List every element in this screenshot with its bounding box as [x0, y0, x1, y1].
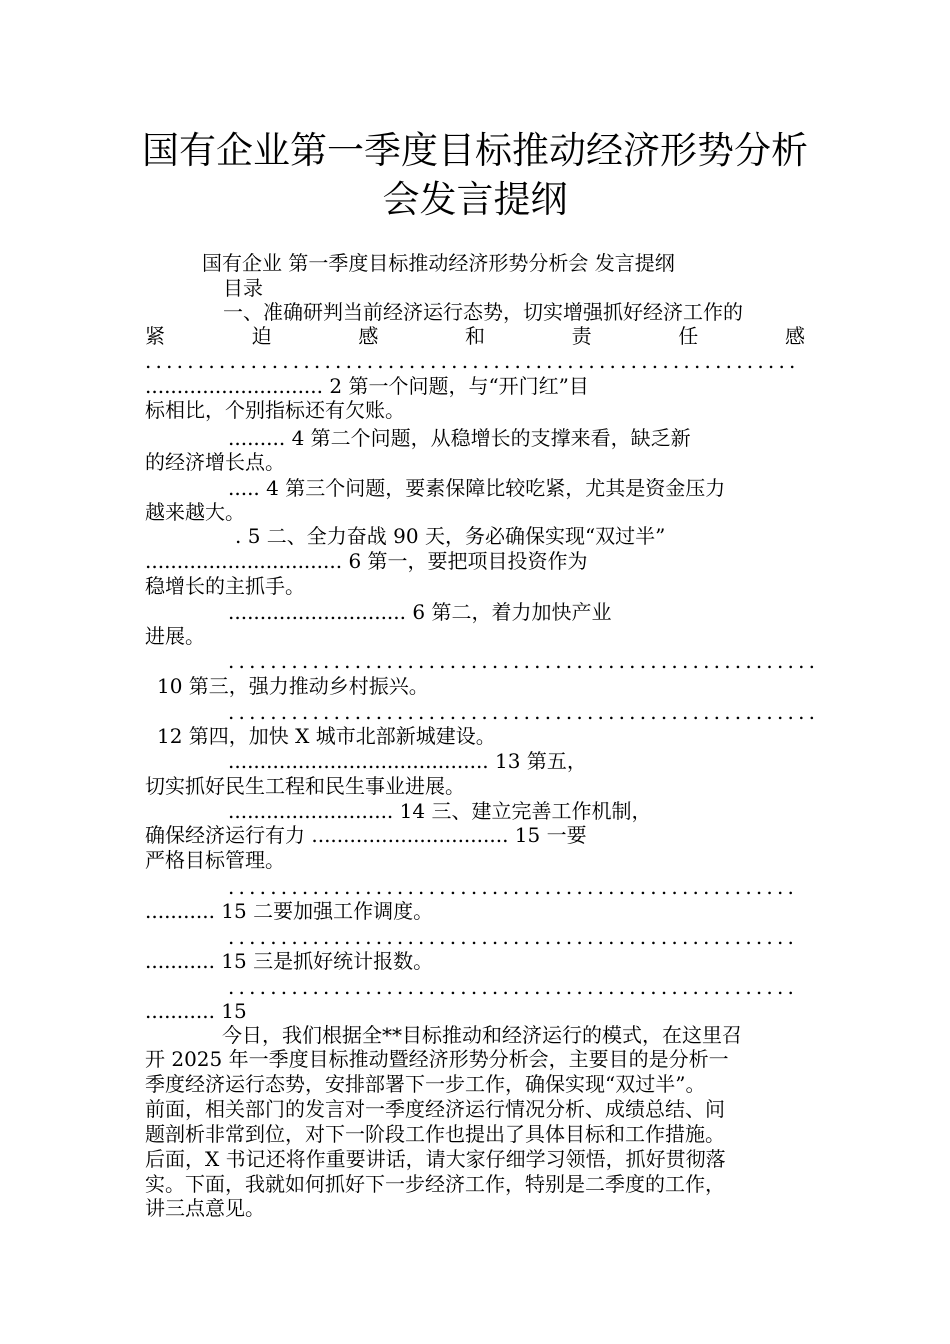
- toc-char: 感: [358, 324, 379, 348]
- toc-line: ......................................................: [228, 925, 799, 949]
- toc-line: ........... 15 三是抓好统计报数。: [145, 949, 434, 973]
- toc-line: 严格目标管理。: [145, 848, 285, 872]
- body-line: 开 2025 年一季度目标推动暨经济形势分析会，主要目的是分析一: [145, 1047, 729, 1071]
- toc-line: 越来越大。: [145, 500, 245, 524]
- toc-char: 责: [571, 324, 592, 348]
- toc-line: .......................... 14 三、建立完善工作机制，: [228, 799, 652, 823]
- document-title-line-1: 国有企业第一季度目标推动经济形势分析: [142, 129, 808, 172]
- toc-line: 12 第四，加快 X 城市北部新城建设。: [157, 724, 496, 748]
- toc-line: ..............................................................: [145, 349, 800, 373]
- toc-line: . 5 二、全力奋战 90 天，务必确保实现“双过半”: [235, 524, 666, 548]
- toc-line: ........................................................: [228, 700, 820, 724]
- toc-line: 稳增长的主抓手。: [145, 574, 305, 598]
- toc-line: ..... 4 第三个问题，要素保障比较吃紧，尤其是资金压力: [228, 476, 726, 500]
- toc-line: ......................................... 13 第五，: [228, 749, 587, 773]
- toc-char: 和: [464, 324, 485, 348]
- document-subtitle: 国有企业 第一季度目标推动经济形势分析会 发言提纲: [202, 251, 675, 275]
- body-line: 季度经济运行态势，安排部署下一步工作，确保实现“双过半”。: [145, 1072, 706, 1096]
- body-line: 今日，我们根据全**目标推动和经济运行的模式，在这里召: [222, 1023, 742, 1047]
- toc-line: ............................... 6 第一，要把项目投资作为: [145, 549, 588, 573]
- toc-char: 任: [678, 324, 699, 348]
- toc-line: ............................ 6 第二，着力加快产业: [228, 600, 612, 624]
- toc-line: ............................ 2 第一个问题，与“开门红”目: [145, 374, 589, 398]
- body-line: 题剖析非常到位，对下一阶段工作也提出了具体目标和工作措施。: [145, 1122, 725, 1146]
- toc-line: 确保经济运行有力 ............................... 15 一要: [145, 823, 587, 847]
- toc-line: 一、准确研判当前经济运行态势，切实增强抓好经济工作的: [223, 300, 743, 324]
- toc-line: 切实抓好民生工程和民生事业进展。: [145, 774, 465, 798]
- toc-line: ......................................................: [228, 975, 799, 999]
- toc-line: 标相比，个别指标还有欠账。: [145, 398, 405, 422]
- toc-line-justified: [145, 323, 805, 349]
- body-line: 后面，X 书记还将作重要讲话，请大家仔细学习领悟，抓好贯彻落: [145, 1147, 726, 1171]
- toc-line: ........... 15: [145, 999, 247, 1023]
- toc-label: 目录: [223, 276, 263, 300]
- toc-char: 感: [784, 324, 805, 348]
- toc-line: ........... 15 二要加强工作调度。: [145, 899, 434, 923]
- toc-line: ......................................................: [228, 875, 799, 899]
- body-line: 讲三点意见。: [145, 1196, 265, 1220]
- toc-line: ......... 4 第二个问题，从稳增长的支撑来看，缺乏新: [228, 426, 691, 450]
- toc-char: 迫: [251, 324, 272, 348]
- body-line: 前面，相关部门的发言对一季度经济运行情况分析、成绩总结、问: [145, 1097, 725, 1121]
- toc-line: ........................................................: [228, 649, 820, 673]
- toc-line: 进展。: [145, 624, 205, 648]
- document-title-line-2: 会发言提纲: [382, 178, 568, 221]
- toc-line: 的经济增长点。: [145, 450, 285, 474]
- toc-char: 紧: [145, 324, 165, 348]
- toc-line: 10 第三，强力推动乡村振兴。: [157, 674, 429, 698]
- body-line: 实。下面，我就如何抓好下一步经济工作，特别是二季度的工作，: [145, 1172, 725, 1196]
